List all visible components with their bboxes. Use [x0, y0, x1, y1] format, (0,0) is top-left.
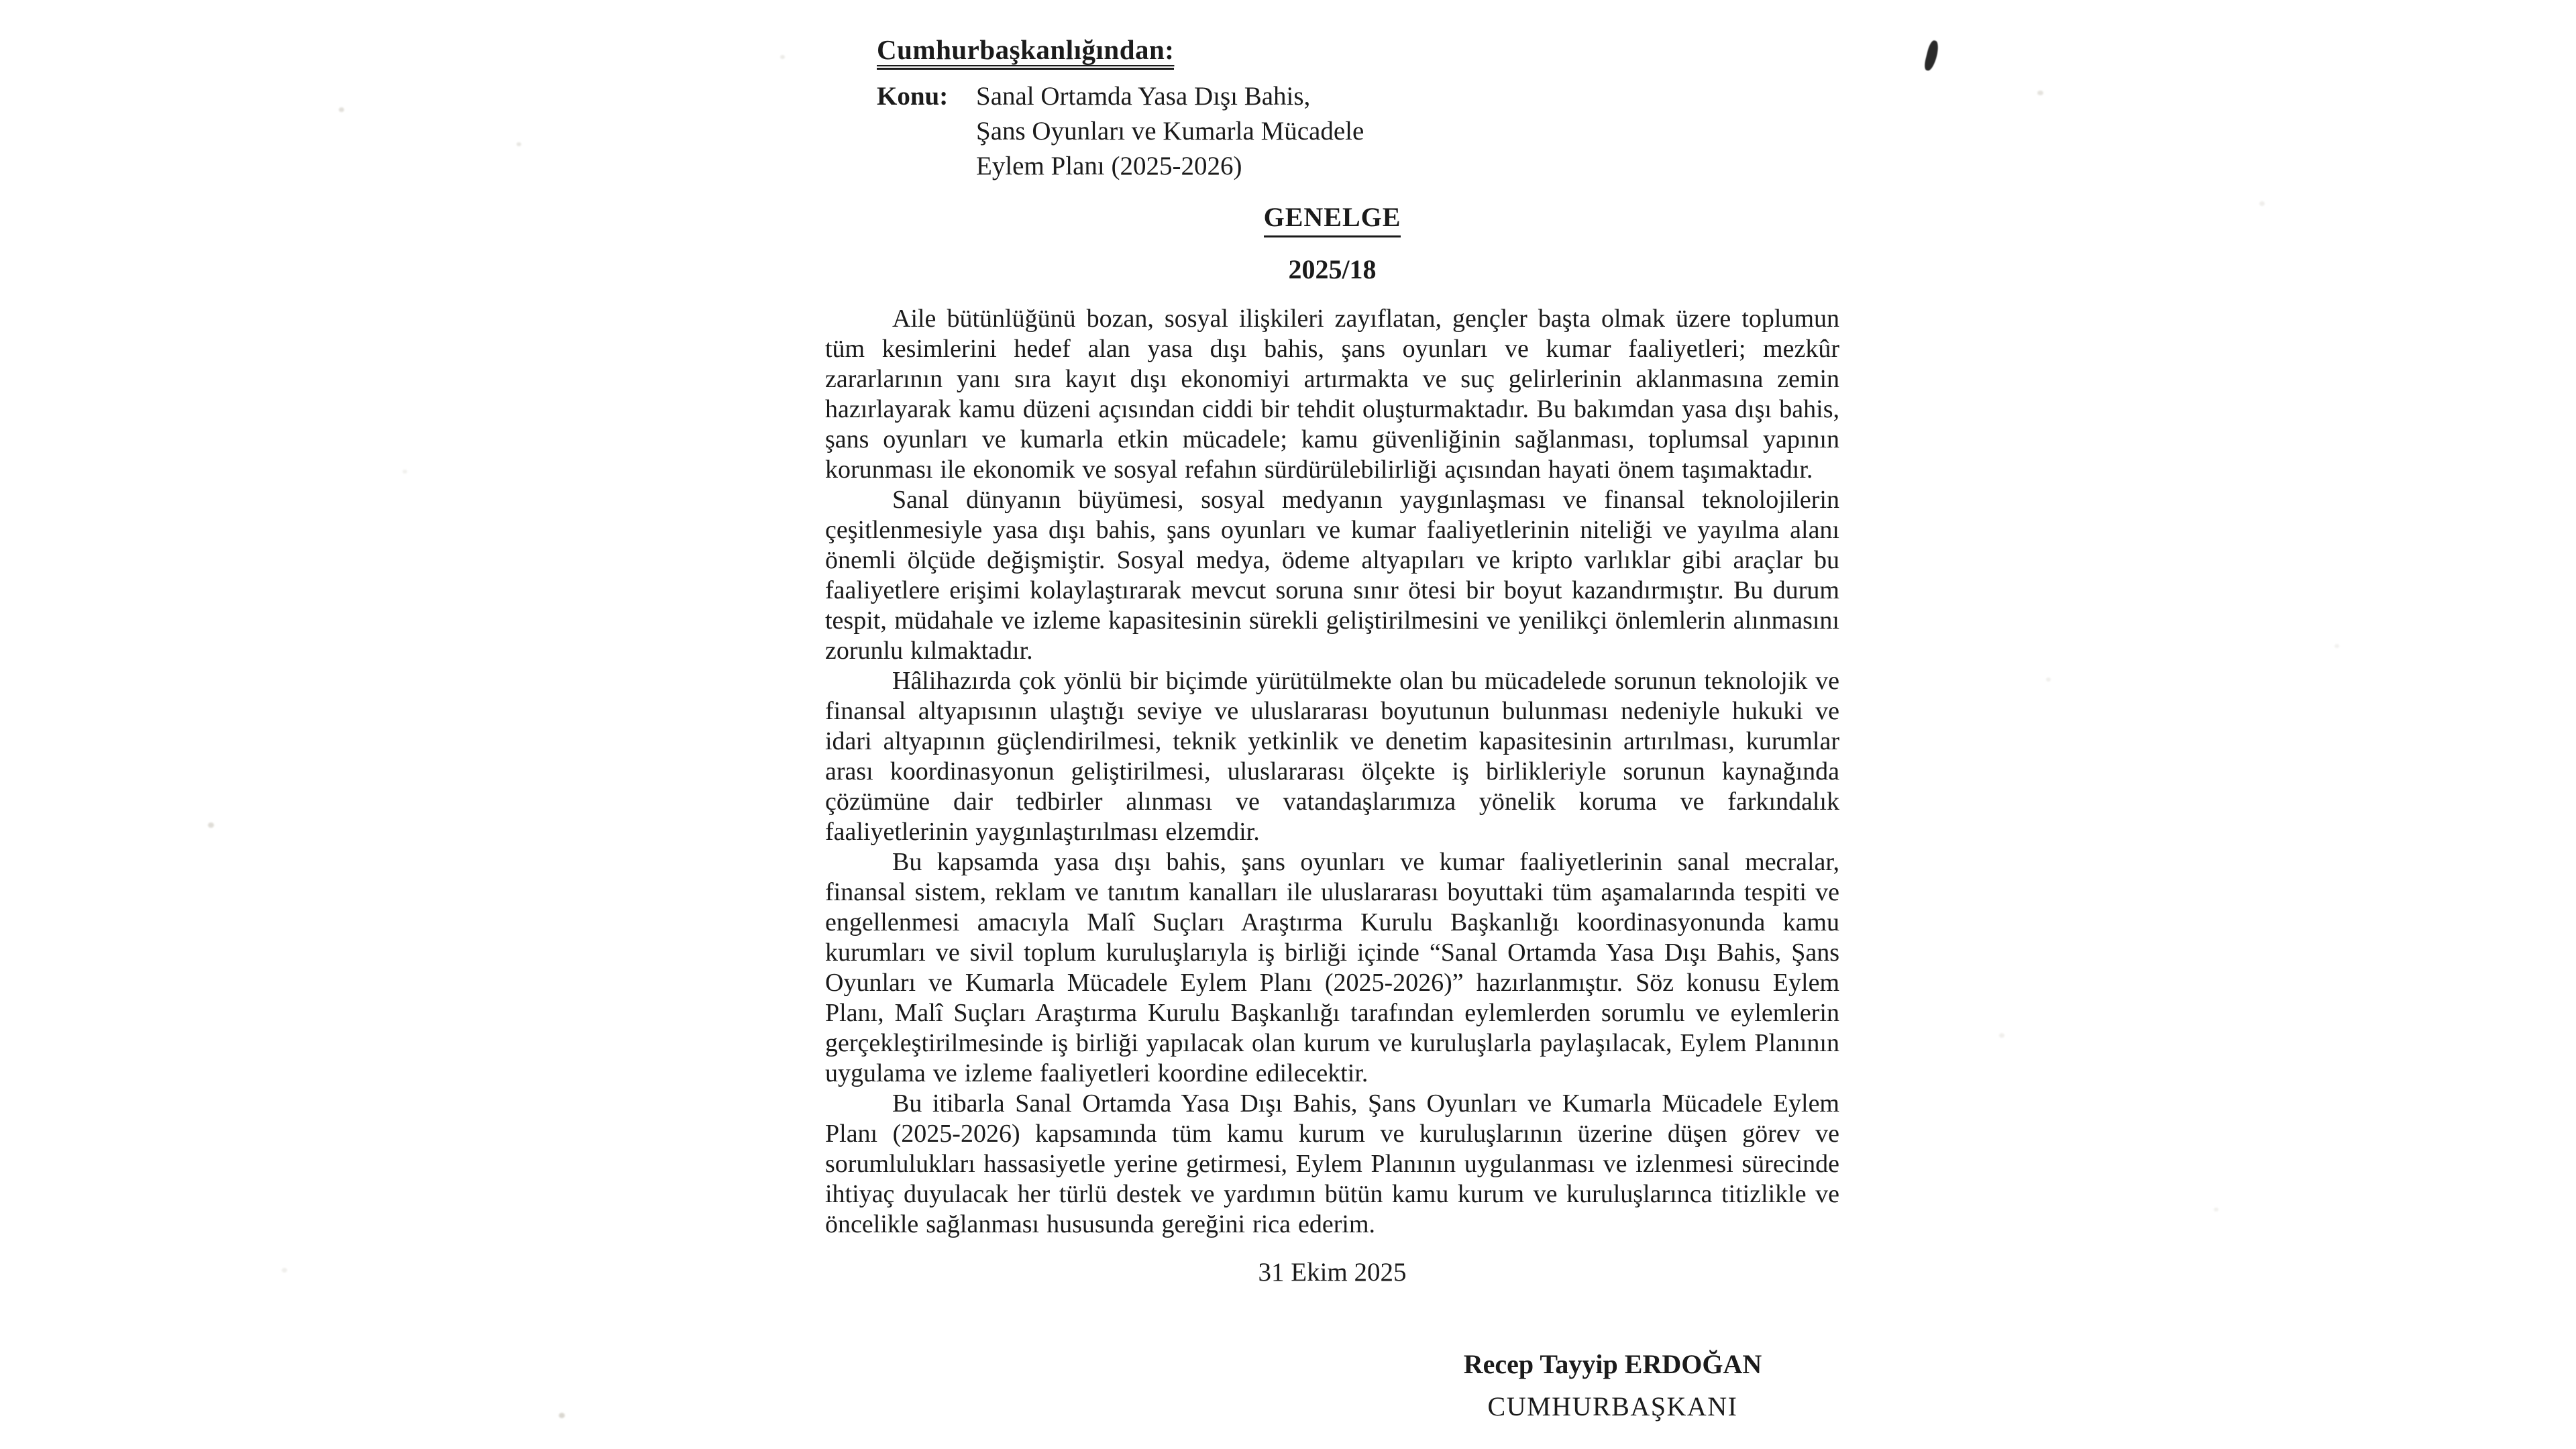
signature-block [1391, 1349, 1834, 1421]
body-paragraph: Sanal dünyanın büyümesi, sosyal medyanın yaygınlaşması ve finansal teknolojilerin çeşitlenmesiyle yasa dışı bahis, şans oyunları ve kumar faaliyetlerinin niteliği ve yayılma alanı önemli ölçüde değişmiştir. Sosyal medya, ödeme altyapıları ve kripto varlıklar gibi araçlar bu faaliyetlere erişimi kolaylaştırarak mevcut soruna sınır ötesi bir boyut kazandırmıştır. Bu durum tespit, müdahale ve izleme kapasitesinin sürekli geliştirilmesini ve yenilikçi önlemlerin alınmasını zorunlu kılmaktadır. [825, 486, 1839, 665]
body-paragraph: Aile bütünlüğünü bozan, sosyal ilişkileri zayıflatan, gençler başta olmak üzere toplumun tüm kesimlerini hedef alan yasa dışı bahis, şans oyunları ve kumar faaliyetleri; mezkûr zararlarının yanı sıra kayıt dışı ekonomiyi artırmakta ve suç gelirlerinin aklanmasına zemin hazırlayarak kamu düzeni açısından ciddi bir tehdit oluşturmaktadır. Bu bakımdan yasa dışı bahis, şans oyunları ve kumarla etkin mücadele; kamu güvenliğinin sağlanması, toplumsal yapının korunması ile ekonomik ve sosyal refahın sürdürülebilirliği açısından hayati önem taşımaktadır. [825, 305, 1839, 484]
scan-speck [517, 142, 521, 146]
subject-line: Şans Oyunları ve Kumarla Mücadele [976, 117, 1364, 146]
body-paragraph: Hâlihazırda çok yönlü bir biçimde yürütülmekte olan bu mücadelede sorunun teknolojik ve finansal altyapısının ulaştığı seviye ve uluslararası boyutunun bulunması nedeniyle hukuki ve idari altyapının güçlendirilmesi, teknik yetkinlik ve denetim kapasitesinin artırılması, kurumlar arası koordinasyonun geliştirilmesi, uluslararası ölçekte iş birlikleriyle sorunun kaynağında çözümüne dair tedbirler alınması ve vatandaşlarımıza yönelik koruma ve farkındalık faaliyetlerinin yaygınlaştırılması elzemdir. [825, 667, 1839, 846]
title-block [825, 201, 1839, 285]
document-header [877, 34, 1364, 184]
subject-text [976, 79, 1364, 184]
circular-number: 2025/18 [1288, 254, 1377, 284]
subject-line: Sanal Ortamda Yasa Dışı Bahis, [976, 82, 1311, 111]
subject-line: Eylem Planı (2025-2026) [976, 152, 1242, 180]
scan-speck [339, 107, 344, 112]
scan-speck [2259, 201, 2265, 206]
scan-speck [2037, 91, 2043, 95]
scan-speck [2334, 644, 2339, 648]
document-date: 31 Ekim 2025 [1258, 1258, 1407, 1287]
sender-line: Cumhurbaşkanlığından: [877, 34, 1174, 70]
body-paragraph: Bu kapsamda yasa dışı bahis, şans oyunları ve kumar faaliyetlerinin sanal mecralar, finansal sistem, reklam ve tanıtım kanalları ile uluslararası boyuttaki tüm aşamalarında tespiti ve engellenmesi amacıyla Malî Suçları Araştırma Kurulu Başkanlığı koordinasyonunda kamu kurumları ve sivil toplum kuruluşlarıyla iş birliği içinde “Sanal Ortamda Yasa Dışı Bahis, Şans Oyunları ve Kumarla Mücadele Eylem Planı (2025-2026)” hazırlanmıştır. Söz konusu Eylem Planı, Malî Suçları Araştırma Kurulu Başkanlığı tarafından eylemlerden sorumlu ve eylemlerin gerçekleştirilmesinde iş birliği yapılacak olan kurum ve kuruluşlarla paylaşılacak, Eylem Planının uygulama ve izleme faaliyetleri koordine edilecektir. [825, 848, 1839, 1087]
ink-blot [1923, 40, 1941, 72]
scan-speck [1999, 1033, 2004, 1038]
signature-title: CUMHURBAŞKANI [1487, 1391, 1738, 1421]
scan-speck [402, 470, 407, 474]
subject-label: Konu: [877, 82, 949, 111]
document-body [825, 304, 1839, 1421]
signature-name: Recep Tayyip ERDOĞAN [1463, 1349, 1762, 1379]
subject-block [877, 79, 1364, 184]
scan-speck [208, 822, 214, 828]
circular-title: GENELGE [1264, 201, 1401, 237]
scan-speck [2214, 1208, 2218, 1212]
scan-speck [780, 55, 785, 59]
body-paragraph: Bu itibarla Sanal Ortamda Yasa Dışı Bahis, Şans Oyunları ve Kumarla Mücadele Eylem Planı (2025-2026) kapsamında tüm kamu kurum ve kuruluşlarının üzerine düşen görev ve sorumlulukları hassasiyetle yerine getirmesi, Eylem Planının uygulanması ve izlenmesi sürecinde ihtiyaç duyulacak her türlü destek ve yardımın bütün kamu kurum ve kuruluşlarınca titizlikle ve öncelikle sağlanması hususunda gereğini rica ederim. [825, 1089, 1839, 1238]
scan-speck [2046, 678, 2051, 682]
scan-speck [559, 1413, 565, 1418]
scan-speck [282, 1268, 287, 1273]
